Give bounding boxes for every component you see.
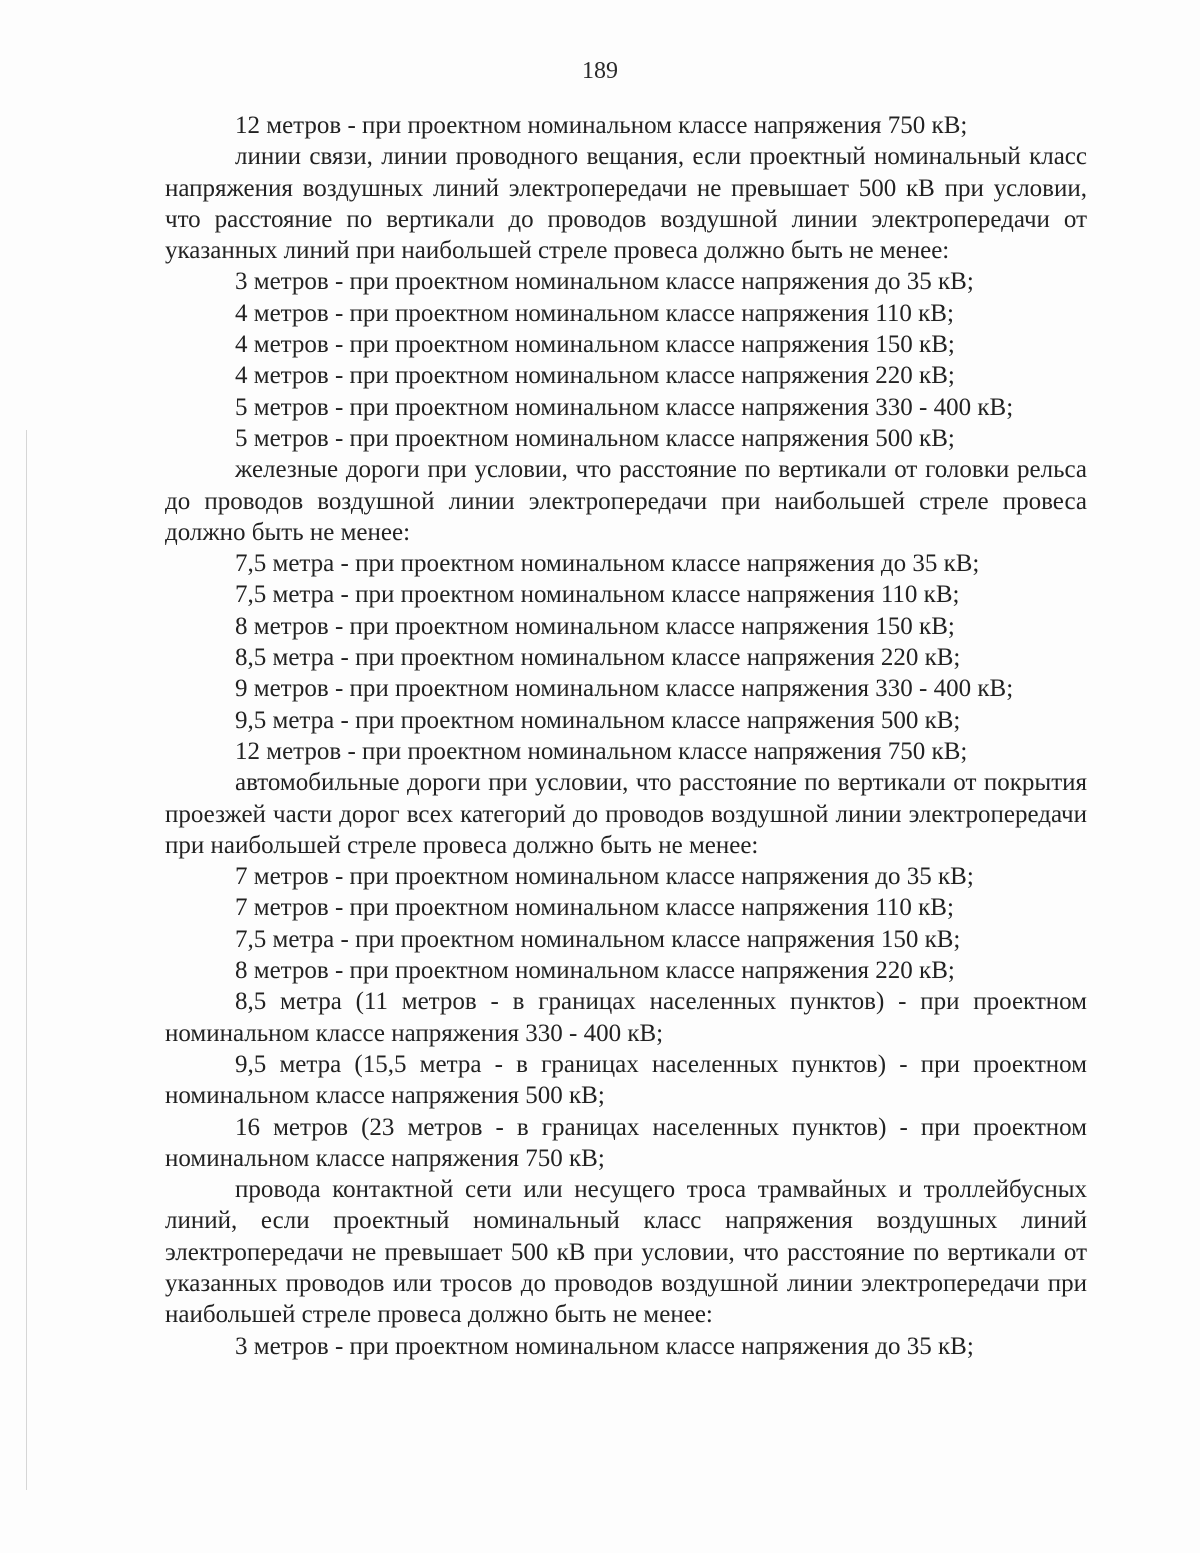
document-body [165, 110, 1087, 1362]
page-number: 189 [582, 58, 618, 84]
paragraph: 8 метров - при проектном номинальном классе напряжения 220 кВ; [235, 957, 955, 985]
paragraph: 7,5 метра - при проектном номинальном классе напряжения до 35 кВ; [235, 550, 980, 578]
paragraph: 3 метров - при проектном номинальном классе напряжения до 35 кВ; [235, 1332, 974, 1360]
paragraph: 4 метров - при проектном номинальном классе напряжения 150 кВ; [235, 331, 955, 359]
paragraph: железные дороги при условии, что расстояние по вертикали от головки рельса до проводов воздушной линии электропередачи при наибольшей стреле провеса должно быть не менее: [165, 456, 1087, 546]
paragraph: 3 метров - при проектном номинальном классе напряжения до 35 кВ; [235, 268, 974, 296]
paragraph: 7 метров - при проектном номинальном классе напряжения до 35 кВ; [235, 863, 974, 891]
paragraph: 8 метров - при проектном номинальном классе напряжения 150 кВ; [235, 612, 955, 640]
paragraph: провода контактной сети или несущего троса трамвайных и троллейбусных линий, если проектный номинальный класс напряжения воздушных линий электропередачи не превышает 500 кВ при условии, что расстояние по вертикали от указанных проводов или тросов до проводов воздушной линии электропередачи при наибольшей стреле провеса должно быть не менее: [165, 1176, 1087, 1329]
paragraph: 8,5 метра - при проектном номинальном классе напряжения 220 кВ; [235, 644, 961, 672]
paragraph: линии связи, линии проводного вещания, если проектный номинальный класс напряжения воздушных линий электропередачи не превышает 500 кВ при условии, что расстояние по вертикали до проводов воздушной линии электропередачи от указанных линий при наибольшей стреле провеса должно быть не менее: [165, 143, 1087, 265]
paragraph: 12 метров - при проектном номинальном классе напряжения 750 кВ; [235, 737, 968, 765]
paragraph: автомобильные дороги при условии, что расстояние по вертикали от покрытия проезжей части дорог всех категорий до проводов воздушной линии электропередачи при наибольшей стреле провеса должно быть не менее: [165, 769, 1087, 859]
paragraph: 4 метров - при проектном номинальном классе напряжения 220 кВ; [235, 362, 955, 390]
paragraph: 9,5 метра - при проектном номинальном классе напряжения 500 кВ; [235, 706, 961, 734]
paragraph: 7,5 метра - при проектном номинальном классе напряжения 150 кВ; [235, 925, 961, 953]
paragraph: 12 метров - при проектном номинальном классе напряжения 750 кВ; [235, 112, 968, 139]
paragraph: 16 метров (23 метров - в границах населенных пунктов) - при проектном номинальном классе напряжения 750 кВ; [165, 1113, 1087, 1172]
paragraph: 7 метров - при проектном номинальном классе напряжения 110 кВ; [235, 894, 954, 922]
paragraph: 7,5 метра - при проектном номинальном классе напряжения 110 кВ; [235, 581, 960, 609]
paragraph: 9,5 метра (15,5 метра - в границах населенных пунктов) - при проектном номинальном классе напряжения 500 кВ; [165, 1050, 1087, 1110]
paragraph: 5 метров - при проектном номинальном классе напряжения 500 кВ; [235, 424, 955, 452]
paragraph: 4 метров - при проектном номинальном классе напряжения 110 кВ; [235, 299, 954, 327]
paragraph: 9 метров - при проектном номинальном классе напряжения 330 - 400 кВ; [235, 675, 1014, 703]
paragraph: 5 метров - при проектном номинальном классе напряжения 330 - 400 кВ; [235, 393, 1014, 421]
page-binding-edge [26, 430, 27, 1490]
paragraph: 8,5 метра (11 метров - в границах населенных пунктов) - при проектном номинальном классе напряжения 330 - 400 кВ; [165, 988, 1087, 1047]
